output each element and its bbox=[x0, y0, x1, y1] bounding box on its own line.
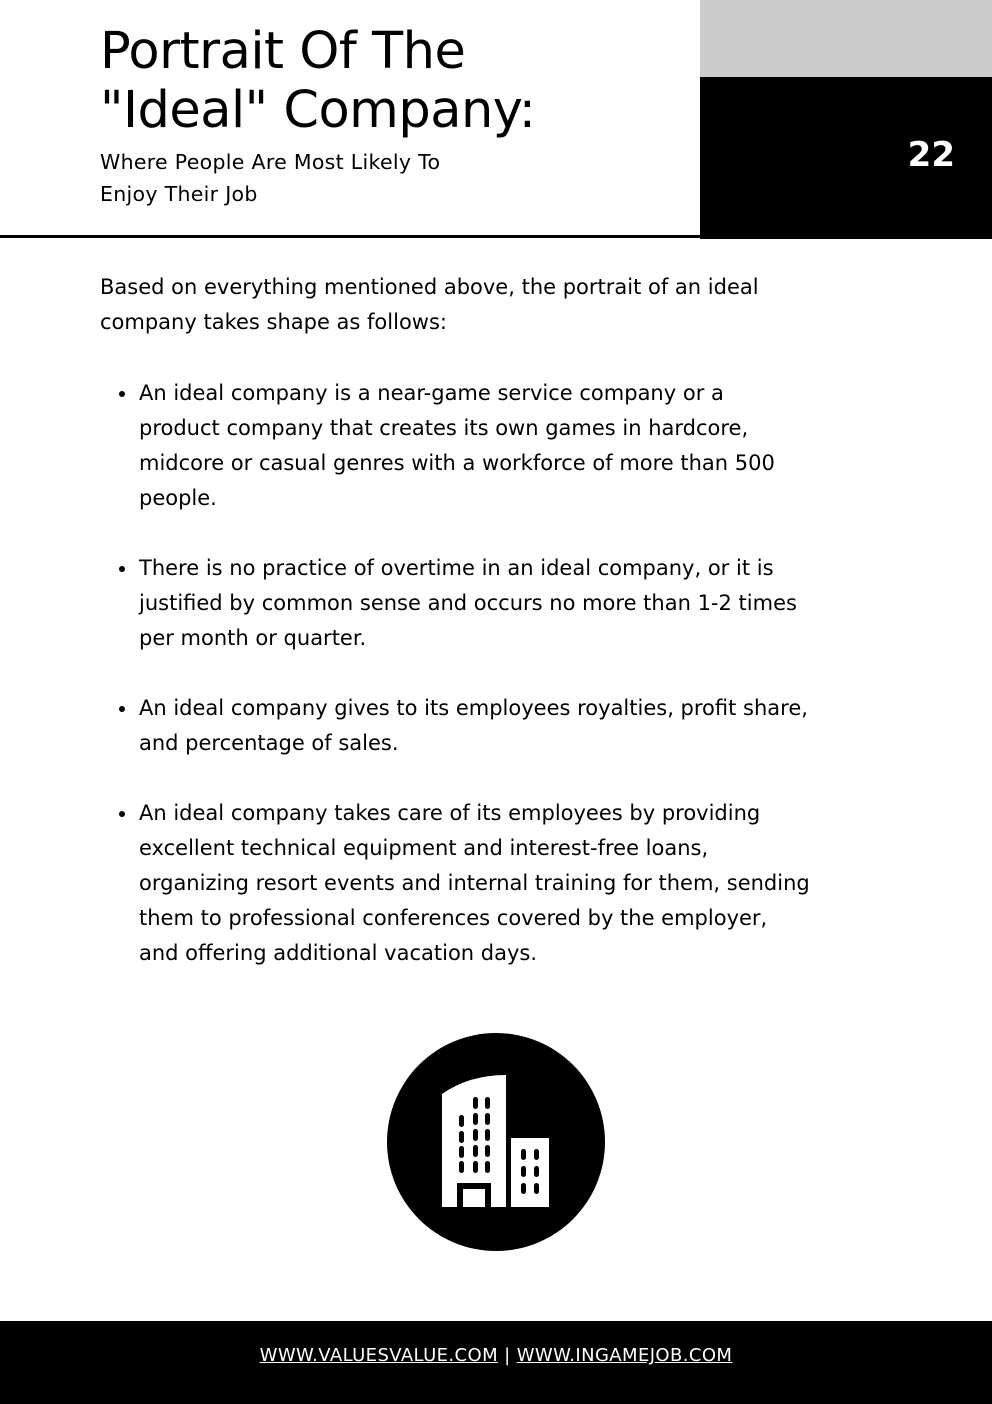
bullet-line: per month or quarter. bbox=[139, 626, 367, 650]
title-line-1: Portrait Of The bbox=[100, 22, 466, 81]
bullet-item-overtime bbox=[100, 551, 900, 656]
bullet-item-royalties bbox=[100, 691, 900, 761]
footer-separator: | bbox=[504, 1345, 511, 1366]
short-building-shape bbox=[511, 1138, 549, 1207]
page-subtitle bbox=[100, 146, 530, 210]
bullet-line: organizing resort events and internal training for them, sending bbox=[139, 871, 810, 895]
ideal-company-bullet-list bbox=[100, 376, 900, 1006]
header-divider bbox=[0, 235, 700, 238]
bullet-item-workforce bbox=[100, 376, 900, 516]
bullet-line: An ideal company is a near-game service company or a bbox=[139, 381, 724, 405]
bullet-line: and offering additional vacation days. bbox=[139, 941, 538, 965]
bullet-line: midcore or casual genres with a workforce of more than 500 bbox=[139, 451, 775, 475]
footer-link-valuesvalue[interactable]: WWW.VALUESVALUE.COM bbox=[259, 1345, 499, 1366]
bullet-line: and percentage of sales. bbox=[139, 731, 399, 755]
subtitle-line-2: Enjoy Their Job bbox=[100, 182, 258, 206]
footer-bar bbox=[0, 1321, 992, 1404]
bullet-line: An ideal company takes care of its employees by providing bbox=[139, 801, 761, 825]
page-number: 22 bbox=[907, 135, 955, 175]
subtitle-line-1: Where People Are Most Likely To bbox=[100, 150, 441, 174]
corner-gray-block bbox=[700, 0, 992, 77]
footer-link-ingamejob[interactable]: WWW.INGAMEJOB.COM bbox=[516, 1345, 733, 1366]
intro-line-1: Based on everything mentioned above, the portrait of an ideal bbox=[100, 275, 759, 299]
intro-paragraph bbox=[100, 270, 890, 340]
bullet-item-benefits bbox=[100, 796, 900, 971]
bullet-line: An ideal company gives to its employees royalties, profit share, bbox=[139, 696, 808, 720]
intro-line-2: company takes shape as follows: bbox=[100, 310, 447, 334]
bullet-line: people. bbox=[139, 486, 217, 510]
bullet-line: justified by common sense and occurs no more than 1-2 times bbox=[139, 591, 797, 615]
title-line-2: "Ideal" Company: bbox=[100, 81, 536, 140]
office-building-icon bbox=[387, 1033, 605, 1251]
bullet-line: There is no practice of overtime in an ideal company, or it is bbox=[139, 556, 774, 580]
page-title bbox=[100, 22, 680, 140]
bullet-line: product company that creates its own games in hardcore, bbox=[139, 416, 749, 440]
bullet-line: excellent technical equipment and interest-free loans, bbox=[139, 836, 709, 860]
bullet-line: them to professional conferences covered by the employer, bbox=[139, 906, 768, 930]
